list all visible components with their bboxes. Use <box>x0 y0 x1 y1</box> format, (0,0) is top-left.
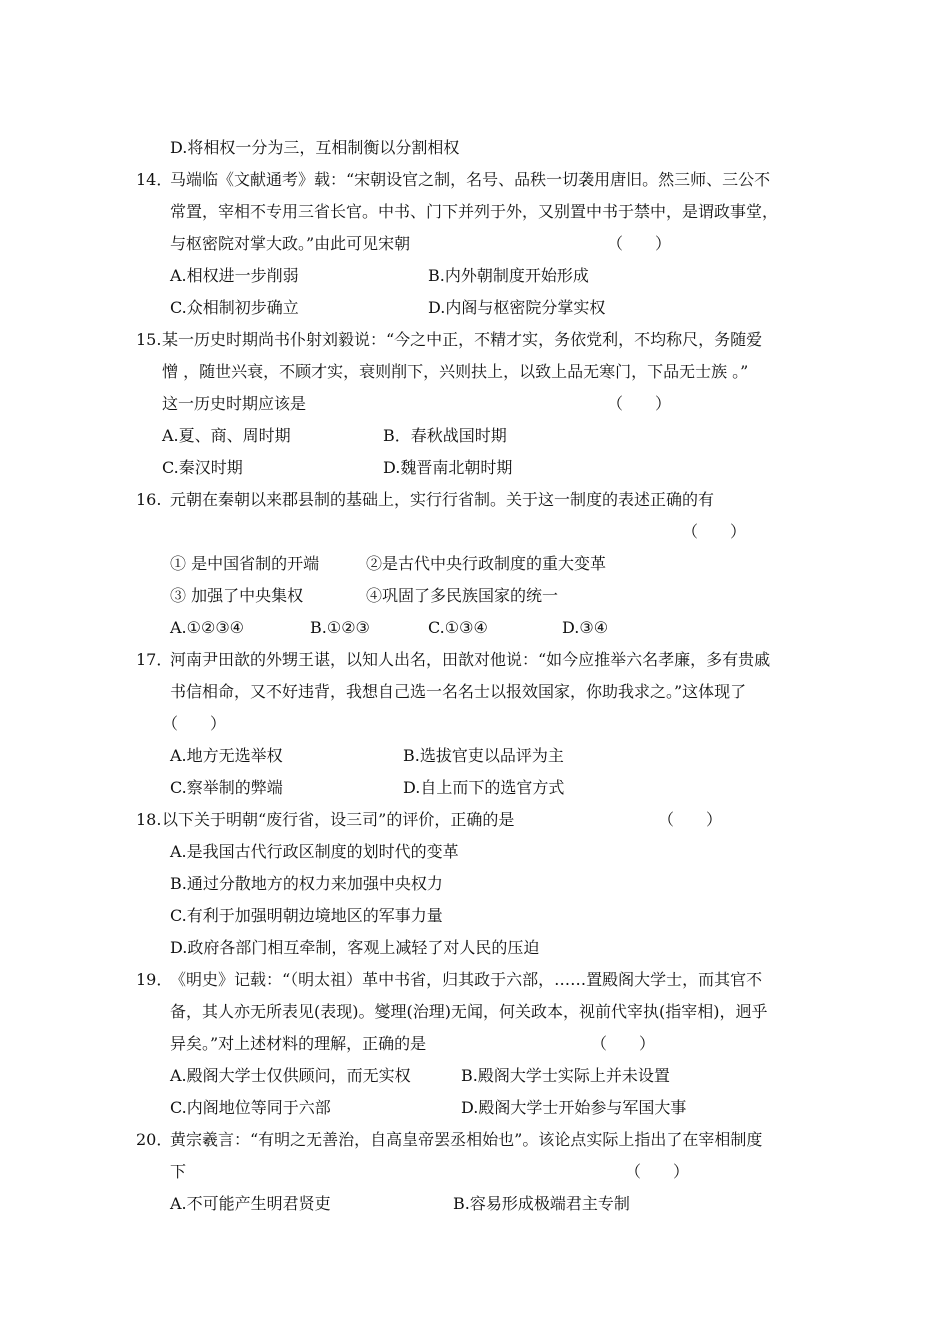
q16-option-a: A.①②③④ <box>170 618 245 637</box>
q15-option-b: B．春秋战国时期 <box>383 426 507 445</box>
q19-stem-line3: 异矣。”对上述材料的理解，正确的是 <box>170 1034 427 1053</box>
q18-answer-paren: （ ） <box>658 810 723 829</box>
q15-option-c: C.秦汉时期 <box>162 458 243 477</box>
q15-answer-paren: （ ） <box>607 394 672 413</box>
q16-option-d: D.③④ <box>562 618 609 637</box>
q17-option-a: A.地方无选举权 <box>170 746 283 765</box>
q20-option-a: A.不可能产生明君贤吏 <box>170 1194 331 1213</box>
q17-stem-line2: 书信相命，又不好违背，我想自己选一名名士以报效国家，你助我求之。”这体现了 <box>170 682 747 701</box>
q16-statement-1: ① 是中国省制的开端 <box>170 554 320 573</box>
q15-stem-line3: 这一历史时期应该是 <box>162 394 307 413</box>
q19-option-b: B.殿阁大学士实际上并未设置 <box>461 1066 670 1085</box>
q19-stem-line2: 备，其人亦无所表见(表现)。燮理(治理)无闻，何关政本，视前代宰执(指宰相)，迥乎 <box>170 1002 768 1021</box>
q17-stem-line1: 河南尹田歆的外甥王谌，以知人出名，田歆对他说：“如今应推举六名孝廉，多有贵戚 <box>170 650 771 669</box>
q18-stem-line1: 以下关于明朝“废行省，设三司”的评价，正确的是 <box>162 810 515 829</box>
q17-option-b: B.选拔官吏以品评为主 <box>403 746 564 765</box>
q18-option-c: C.有利于加强明朝边境地区的军事力量 <box>170 906 443 925</box>
q15-option-d: D.魏晋南北朝时期 <box>383 458 513 477</box>
q15-stem-line1: 某一历史时期尚书仆射刘毅说：“今之中正，不精才实，务依党利，不均称尺，务随爱 <box>162 330 763 349</box>
q14-stem-line1: 马端临《文献通考》载：“宋朝设官之制，名号、品秩一切袭用唐旧。然三师、三公不 <box>170 170 771 189</box>
q20-stem-line1: 黄宗羲言：“有明之无善治，自高皇帝罢丞相始也”。该论点实际上指出了在宰相制度 <box>170 1130 763 1149</box>
q17-option-d: D.自上而下的选官方式 <box>403 778 565 797</box>
q17-option-c: C.察举制的弊端 <box>170 778 283 797</box>
q20-option-b: B.容易形成极端君主专制 <box>453 1194 630 1213</box>
q18-option-b: B.通过分散地方的权力来加强中央权力 <box>170 874 443 893</box>
q15-option-a: A.夏、商、周时期 <box>162 426 291 445</box>
q17-number: 17． <box>136 650 173 669</box>
q14-option-b: B.内外朝制度开始形成 <box>428 266 589 285</box>
q14-option-c: C.众相制初步确立 <box>170 298 299 317</box>
q14-number: 14． <box>136 170 173 189</box>
q20-stem-line2: 下 <box>170 1162 187 1181</box>
q20-answer-paren: （ ） <box>625 1162 690 1181</box>
q15-number: 15. <box>136 330 162 349</box>
q14-option-d: D.内阁与枢密院分掌实权 <box>428 298 606 317</box>
q19-option-c: C.内阁地位等同于六部 <box>170 1098 331 1117</box>
q14-stem-line2: 常置，宰相不专用三省长官。中书、门下并列于外，又别置中书于禁中，是谓政事堂， <box>170 202 779 221</box>
q16-number: 16. <box>136 490 162 509</box>
q13-option-d: D.将相权一分为三，互相制衡以分割相权 <box>170 138 460 157</box>
q14-option-a: A.相权进一步削弱 <box>170 266 299 285</box>
q18-number: 18. <box>136 810 162 829</box>
q19-stem-line1: 《明史》记载：“（明太祖）革中书省，归其政于六部，……置殿阁大学士，而其官不 <box>170 970 763 989</box>
q20-number: 20． <box>136 1130 173 1149</box>
q16-option-b: B.①②③ <box>310 618 370 637</box>
q19-option-d: D.殿阁大学士开始参与军国大事 <box>461 1098 687 1117</box>
q19-answer-paren: （ ） <box>591 1034 656 1053</box>
q16-stem-line1: 元朝在秦朝以来郡县制的基础上，实行行省制。关于这一制度的表述正确的有 <box>170 490 715 509</box>
q16-statement-2: ②是古代中央行政制度的重大变革 <box>366 554 607 573</box>
q18-option-a: A.是我国古代行政区制度的划时代的变革 <box>170 842 459 861</box>
q17-answer-paren: （ ） <box>162 714 227 733</box>
q14-stem-line3: 与枢密院对掌大政。”由此可见宋朝 <box>170 234 411 253</box>
q16-statement-4: ④巩固了多民族国家的统一 <box>366 586 559 605</box>
q16-answer-paren: （ ） <box>682 522 747 541</box>
q16-statement-3: ③ 加强了中央集权 <box>170 586 304 605</box>
q19-number: 19． <box>136 970 173 989</box>
q14-answer-paren: （ ） <box>607 234 672 253</box>
q16-option-c: C.①③④ <box>428 618 488 637</box>
q15-stem-line2: 憎 ，随世兴衰，不顾才实，衰则削下，兴则扶上，以致上品无寒门，下品无士族 。” <box>162 362 749 381</box>
q18-option-d: D.政府各部门相互牵制，客观上减轻了对人民的压迫 <box>170 938 540 957</box>
q19-option-a: A.殿阁大学士仅供顾问，而无实权 <box>170 1066 411 1085</box>
